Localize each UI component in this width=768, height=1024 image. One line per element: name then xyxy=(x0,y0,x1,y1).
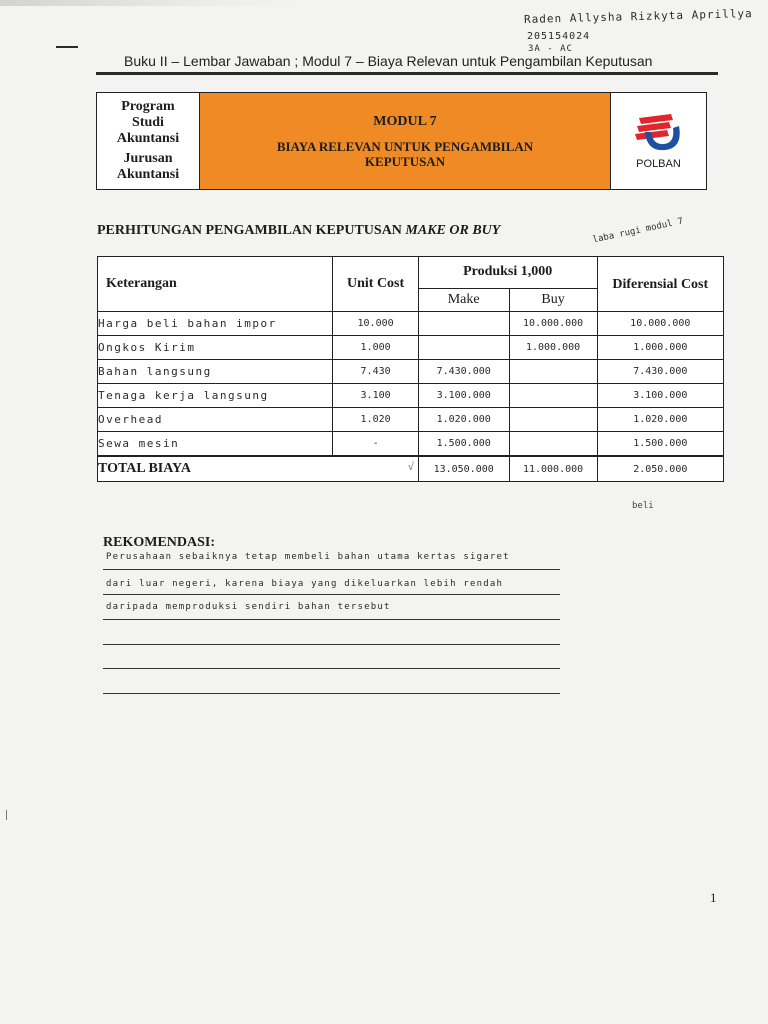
table-row xyxy=(98,312,724,336)
cell-unit-cost: 1.020 xyxy=(333,408,418,432)
student-class: 3A - AC xyxy=(528,44,573,54)
page-header: Buku II – Lembar Jawaban ; Modul 7 – Biaya Relevan untuk Pengambilan Keputusan xyxy=(124,53,653,69)
cell-diferensial: 1.500.000 xyxy=(597,432,723,457)
header-unit-cost: Unit Cost xyxy=(333,257,418,312)
total-make: 13.050.000 xyxy=(418,456,509,482)
recommendation-line: Perusahaan sebaiknya tetap membeli bahan utama kertas sigaret xyxy=(106,552,510,562)
header-produksi: Produksi 1,000 xyxy=(418,257,597,289)
cell-buy xyxy=(509,360,597,384)
header-keterangan: Keterangan xyxy=(98,257,333,312)
answer-line xyxy=(103,644,560,645)
cell-keterangan: Bahan langsung xyxy=(98,360,333,384)
cell-unit-cost: - xyxy=(333,432,418,457)
header-diferensial: Diferensial Cost xyxy=(597,257,723,312)
cell-buy xyxy=(509,432,597,457)
section-title-italic: MAKE OR BUY xyxy=(405,223,501,238)
logo-text: POLBAN xyxy=(636,158,681,170)
cell-make xyxy=(418,336,509,360)
program-cell xyxy=(97,93,200,189)
total-label: TOTAL BIAYA xyxy=(98,461,191,476)
program-line: Jurusan xyxy=(123,151,173,166)
cell-keterangan: Harga beli bahan impor xyxy=(98,312,333,336)
handwritten-note: beli xyxy=(632,501,654,511)
answer-line xyxy=(103,569,560,570)
cell-diferensial: 1.000.000 xyxy=(597,336,723,360)
polban-logo-icon xyxy=(631,112,687,156)
table-total-row xyxy=(98,456,724,482)
section-title xyxy=(97,223,500,239)
cell-make xyxy=(418,312,509,336)
cell-keterangan: Sewa mesin xyxy=(98,432,333,457)
cell-diferensial: 7.430.000 xyxy=(597,360,723,384)
total-buy: 11.000.000 xyxy=(509,456,597,482)
student-name: Raden Allysha Rizkyta Aprillya xyxy=(523,7,753,26)
module-header-box xyxy=(96,92,707,190)
header-rule xyxy=(96,72,718,75)
table-row xyxy=(98,408,724,432)
answer-line xyxy=(103,594,560,595)
check-mark: √ xyxy=(407,461,414,473)
recommendation-line: dari luar negeri, karena biaya yang dikeluarkan lebih rendah xyxy=(106,579,504,589)
cell-keterangan: Ongkos Kirim xyxy=(98,336,333,360)
total-label-cell xyxy=(98,456,419,482)
table-row xyxy=(98,432,724,457)
cell-unit-cost: 3.100 xyxy=(333,384,418,408)
cell-unit-cost: 1.000 xyxy=(333,336,418,360)
cell-make: 3.100.000 xyxy=(418,384,509,408)
margin-dash xyxy=(56,46,78,48)
cell-make: 7.430.000 xyxy=(418,360,509,384)
cell-buy xyxy=(509,408,597,432)
page-number: 1 xyxy=(710,890,717,905)
cell-unit-cost: 7.430 xyxy=(333,360,418,384)
make-or-buy-table xyxy=(97,256,724,482)
module-title-cell xyxy=(200,93,611,189)
cell-buy: 1.000.000 xyxy=(509,336,597,360)
table-row xyxy=(98,384,724,408)
header-buy: Buy xyxy=(509,288,597,311)
cell-unit-cost: 10.000 xyxy=(333,312,418,336)
margin-tick xyxy=(6,810,7,820)
section-title-main: PERHITUNGAN PENGAMBILAN KEPUTUSAN xyxy=(97,223,406,238)
cell-keterangan: Overhead xyxy=(98,408,333,432)
header-make: Make xyxy=(418,288,509,311)
recommendation-line: daripada memproduksi sendiri bahan tersebut xyxy=(106,602,391,612)
recommendation-title: REKOMENDASI: xyxy=(103,535,216,550)
total-diferensial: 2.050.000 xyxy=(597,456,723,482)
table-header-row xyxy=(98,257,724,289)
handwritten-note: laba rugi modul 7 xyxy=(591,216,685,246)
cell-diferensial: 3.100.000 xyxy=(597,384,723,408)
module-title: BIAYA RELEVAN UNTUK PENGAMBILAN KEPUTUSAN xyxy=(276,138,534,169)
cell-make: 1.500.000 xyxy=(418,432,509,457)
program-line: Akuntansi xyxy=(116,167,180,182)
program-line: Akuntansi xyxy=(116,131,180,146)
answer-line xyxy=(103,693,560,694)
student-id: 205154024 xyxy=(527,31,591,42)
program-line: Studi xyxy=(132,115,164,130)
cell-make: 1.020.000 xyxy=(418,408,509,432)
cell-buy xyxy=(509,384,597,408)
answer-line xyxy=(103,668,560,669)
table-row xyxy=(98,360,724,384)
cell-diferensial: 1.020.000 xyxy=(597,408,723,432)
answer-line xyxy=(103,619,560,620)
logo-cell xyxy=(611,93,706,189)
table-row xyxy=(98,336,724,360)
cell-diferensial: 10.000.000 xyxy=(597,312,723,336)
module-label: MODUL 7 xyxy=(373,113,437,129)
scan-edge-smudge xyxy=(0,0,300,6)
cell-keterangan: Tenaga kerja langsung xyxy=(98,384,333,408)
cell-buy: 10.000.000 xyxy=(509,312,597,336)
program-line: Program xyxy=(121,99,175,114)
